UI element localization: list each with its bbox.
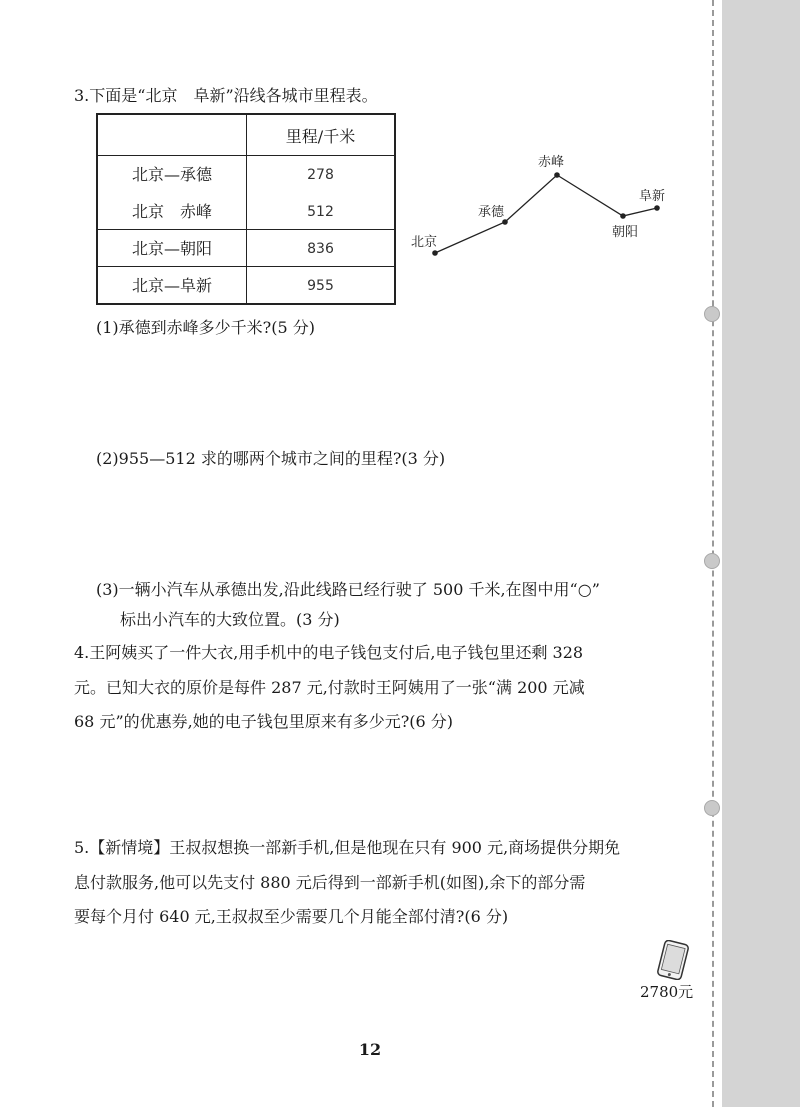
phone-price: 2780元 [640, 983, 694, 1001]
table-row-km: 512 [307, 204, 334, 220]
q3-title: 3.下面是“北京 阜新”沿线各城市里程表。 [74, 86, 378, 105]
binding-hole [704, 306, 720, 322]
table-row-route: 北京—朝阳 [131, 239, 212, 258]
route-map [405, 150, 695, 270]
binding-hole [704, 800, 720, 816]
table-row-km: 955 [307, 278, 334, 294]
q5-line2: 息付款服务,他可以先支付 880 元后得到一部新手机(如图),余下的部分需 [74, 873, 586, 892]
mileage-table [96, 113, 396, 305]
table-divider [98, 229, 394, 230]
table-divider [98, 155, 394, 156]
table-divider [98, 266, 394, 267]
city-point-beijing [432, 250, 438, 256]
phone-icon [652, 940, 694, 980]
page-number: 12 [358, 1040, 382, 1059]
binding-margin [722, 0, 800, 1107]
q3-sub1: (1)承德到赤峰多少千米?(5 分) [96, 318, 315, 337]
city-point-chaoyang [620, 213, 626, 219]
q5-line3: 要每个月付 640 元,王叔叔至少需要几个月能全部付清?(6 分) [74, 907, 509, 926]
table-row-km: 278 [307, 167, 334, 183]
city-point-chengde [502, 219, 508, 225]
q3-sub3-line2: 标出小汽车的大致位置。(3 分) [120, 610, 340, 629]
table-header: 里程/千米 [285, 127, 356, 146]
table-row-route: 北京 赤峰 [131, 202, 212, 221]
q3-sub3-line1: (3)一辆小汽车从承德出发,沿此线路已经行驶了 500 千米,在图中用“○” [96, 580, 600, 599]
city-label-beijing: 北京 [411, 235, 438, 250]
city-label-fuxin: 阜新 [639, 189, 666, 204]
table-row-route: 北京—承德 [131, 165, 212, 184]
binding-hole [704, 553, 720, 569]
table-row-route: 北京—阜新 [131, 276, 212, 295]
city-point-chifeng [554, 172, 560, 178]
q5-line1: 5.【新情境】王叔叔想换一部新手机,但是他现在只有 900 元,商场提供分期免 [74, 838, 621, 857]
city-label-chaoyang: 朝阳 [612, 225, 639, 240]
city-point-fuxin [654, 205, 660, 211]
q4-line2: 元。已知大衣的原价是每件 287 元,付款时王阿姨用了一张“满 200 元减 [74, 678, 585, 697]
q4-line1: 4.王阿姨买了一件大衣,用手机中的电子钱包支付后,电子钱包里还剩 328 [74, 643, 584, 662]
city-label-chengde: 承德 [478, 205, 505, 220]
table-row-km: 836 [307, 241, 334, 257]
city-label-chifeng: 赤峰 [538, 155, 565, 170]
q3-sub2: (2)955—512 求的哪两个城市之间的里程?(3 分) [96, 449, 446, 468]
q4-line3: 68 元”的优惠券,她的电子钱包里原来有多少元?(6 分) [74, 712, 454, 731]
